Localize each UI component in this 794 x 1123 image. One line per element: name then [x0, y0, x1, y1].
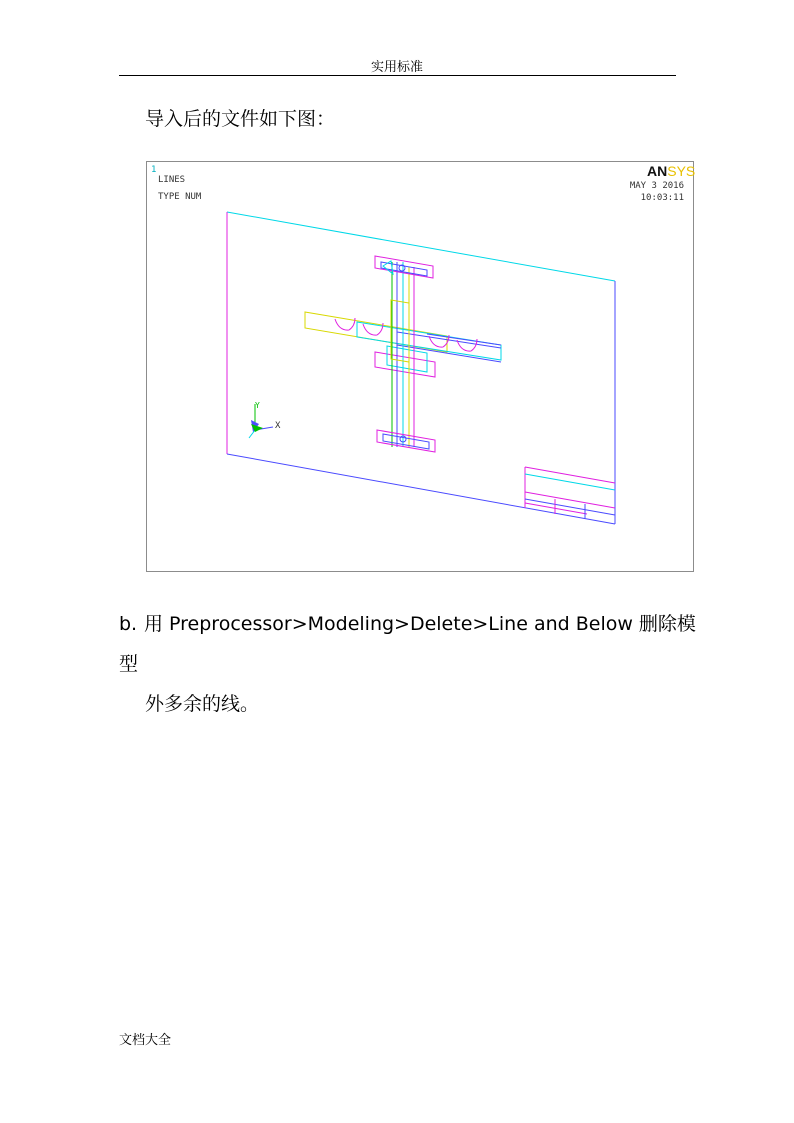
title-block	[525, 467, 615, 519]
step-b	[119, 604, 699, 724]
intro-text: 导入后的文件如下图：	[145, 108, 336, 130]
plot-label-lines: LINES	[158, 175, 186, 185]
plot-date: MAY 3 2016	[629, 181, 684, 191]
step-label: b.	[119, 613, 138, 635]
corner-mark: 1	[151, 165, 157, 175]
model-geometry	[305, 256, 501, 452]
ansys-figure	[146, 161, 694, 572]
plot-label-type: TYPE NUM	[158, 192, 202, 202]
header-rule	[119, 75, 676, 76]
page-header: 实用标准	[370, 60, 423, 75]
axis-triad	[249, 404, 273, 438]
plot-time: 10:03:11	[640, 193, 684, 203]
ansys-plot	[147, 162, 695, 573]
ansys-logo: ANSYS	[647, 163, 695, 179]
axis-x-label: X	[275, 421, 281, 431]
page-footer: 文档大全	[119, 1033, 172, 1048]
step-line-1: 用 Preprocessor>Modeling>Delete>Line and Below 删除模型	[119, 613, 696, 675]
axis-y-label: Y	[255, 401, 260, 410]
drawing-frame	[227, 212, 615, 524]
step-line-2: 外多余的线。	[145, 693, 260, 715]
